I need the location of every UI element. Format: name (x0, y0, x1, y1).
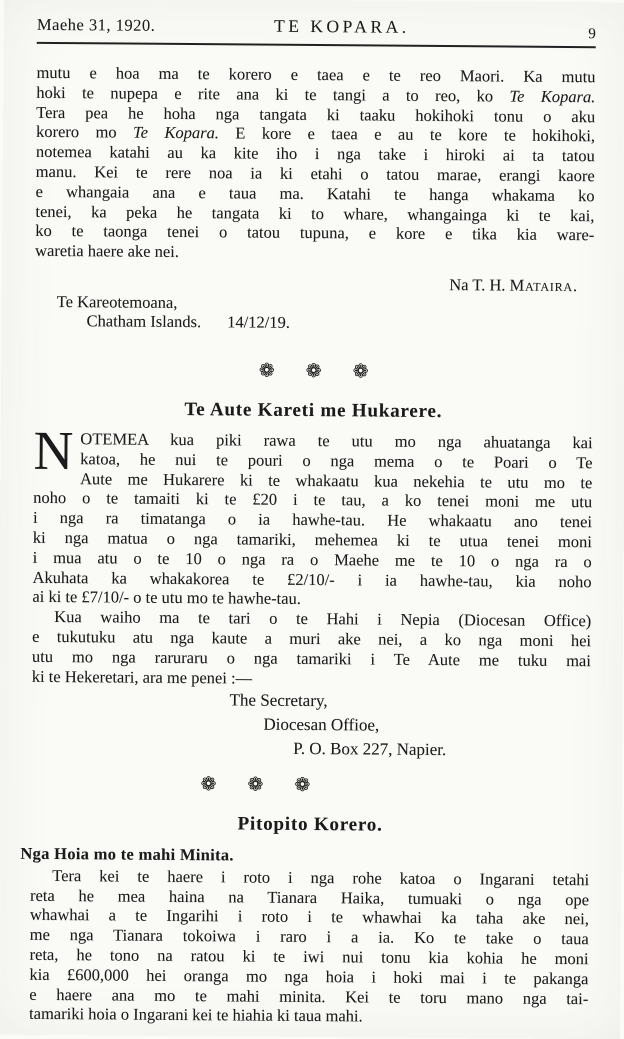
signature-island: Chatham Islands. (86, 311, 202, 332)
address-pobox: P. O. Box 227, Napier. (293, 738, 447, 759)
signature-surname: Mataira. (509, 275, 578, 296)
subheading-nga-hoia: Nga Hoia mo te mahi Minita. (20, 843, 234, 865)
text-line: Kua waiho ma te tari o te Hahi i Nepia (Diocesan Office) (54, 607, 592, 631)
section-divider (34, 357, 593, 385)
page-number: 9 (588, 26, 596, 43)
fleuron-ornament-icon: ❁ (200, 772, 217, 795)
drop-cap: N (33, 419, 74, 482)
address-office: Diocesan Offioe, (263, 714, 380, 735)
text-line: katoa, he nui te pouri o nga mema o te Poari o Te (80, 448, 593, 472)
text-line: i nga ra timatanga o ia hawhe-tau. He whakaatu ano tenei (32, 507, 593, 532)
text-line: waretia haere ake nei. (35, 240, 179, 262)
text-line: i mua atu o te 10 o nga ra o Maehe me te 10 o nga ra o (32, 547, 592, 571)
text-line: Tera pea he hoha nga tangata ki taaku hokihoki tonu o aku (36, 102, 596, 126)
fleuron-ornament-icon: ❁ (352, 360, 369, 383)
text-line: ki te Hekeretari, ara me penei :— (31, 666, 253, 688)
text-line: utu mo nga raruraru o nga tamariki i Te Aute me tuku mai (31, 646, 591, 670)
masthead-title: TE KOPARA. (273, 15, 410, 37)
text-line: whawhai a te Ingarihi i roto i te whawhai ka taha ake nei, (29, 905, 589, 929)
text-line: manu. Kei te rere noa ia ki etahi o tatou marae, erangi kaore (35, 161, 595, 186)
text-line: ki nga matua o nga tamariki, mehemea ki te utua tenei moni (32, 527, 592, 552)
text-line: reta, he tono na ratou ki te iwi nui tonu kia kohia he moni (29, 944, 589, 969)
text-line: Akuhata ka whakakorea te £2/10/- i ia hawhe-tau, kia noho (32, 567, 592, 591)
article-heading-pitopito: Pitopito Korero. (237, 813, 383, 836)
fleuron-ornament-icon: ❁ (294, 773, 311, 796)
text-line: reta he mea haina na Tianara Haika, tumuaki o nga ope (29, 885, 590, 909)
text-line: OTEMEA kua piki rawa te utu mo nga ahuatanga kai (80, 429, 593, 453)
fleuron-ornament-icon: ❁ (305, 359, 322, 383)
signature-place: Te Kareotemoana, (56, 291, 178, 312)
section-divider (0, 770, 535, 798)
text-line: e haere ana mo te mahi minita. Kei te toru mano nga tai- (29, 984, 589, 1008)
pitopito-paragraph (29, 866, 589, 1029)
signature-date: 14/12/19. (227, 312, 290, 332)
text-line: hoki te nupepa e rite ana ki te tangi a to reo, ko Te Kopara. (36, 82, 596, 107)
text-line: tenei, ka peka he tangata ki to whare, whangainga ki te kai, (35, 201, 595, 225)
signature-location-date (86, 311, 593, 334)
issue-date: Maehe 31, 1920. (36, 14, 156, 35)
te-aute-paragraph-2 (32, 607, 592, 691)
article-heading-te-aute: Te Aute Kareti me Hukarere. (184, 398, 443, 422)
address-secretary: The Secretary, (229, 690, 328, 711)
text-line: me nga Tianara tokoiwa i raro i a ia. Ko te take o taua (29, 924, 589, 949)
article-continuation-paragraph (35, 63, 596, 265)
text-line: notemea katahi au ka kite iho i nga take i hiroki ai ta tatou (35, 142, 595, 166)
te-aute-paragraph-1 (32, 419, 593, 612)
fleuron-ornament-icon: ❁ (247, 773, 264, 796)
text-line: tamariki hoia o Ingarani kei te hiahia ki taua mahi. (29, 1004, 363, 1026)
te-aute-paragraph-1-lines (32, 419, 593, 612)
text-line: Tera kei te haere i roto i nga rohe katoa o Ingarani tetahi (52, 865, 590, 889)
text-line: ai ki te £7/10/- o te utu mo te hawhe-tau. (32, 587, 301, 609)
text-line: e whangaia ana e taua ma. Katahi te hanga whakama ko (35, 181, 595, 205)
fleuron-ornament-icon: ❁ (258, 359, 275, 382)
text-line: kia £600,000 hei oranga mo nga hoia i hoki mai i te pakanga (29, 964, 589, 988)
text-line: ko te taonga tenei o tatou tupuna, e kore e tika kia ware- (35, 221, 595, 245)
text-line: Aute me Hukarere ki te whakaatu kua nekehia te utu mo te (79, 468, 593, 492)
signature-prefix: Na T. H. (449, 275, 510, 295)
text-line: e tukutuku atu nga kaute a muri ake nei, a ko nga moni hei (31, 626, 592, 651)
text-line: mutu e hoa ma te korero e taea e te reo Maori. Ka mutu (36, 62, 596, 87)
text-line: korero mo Te Kopara. E kore e taea e au te kore te hokihoki, (35, 122, 596, 146)
text-line: noho o te tamaiti ki te £20 i te tau, a ko tenei moni me utu (33, 488, 593, 512)
page-header (37, 14, 596, 48)
